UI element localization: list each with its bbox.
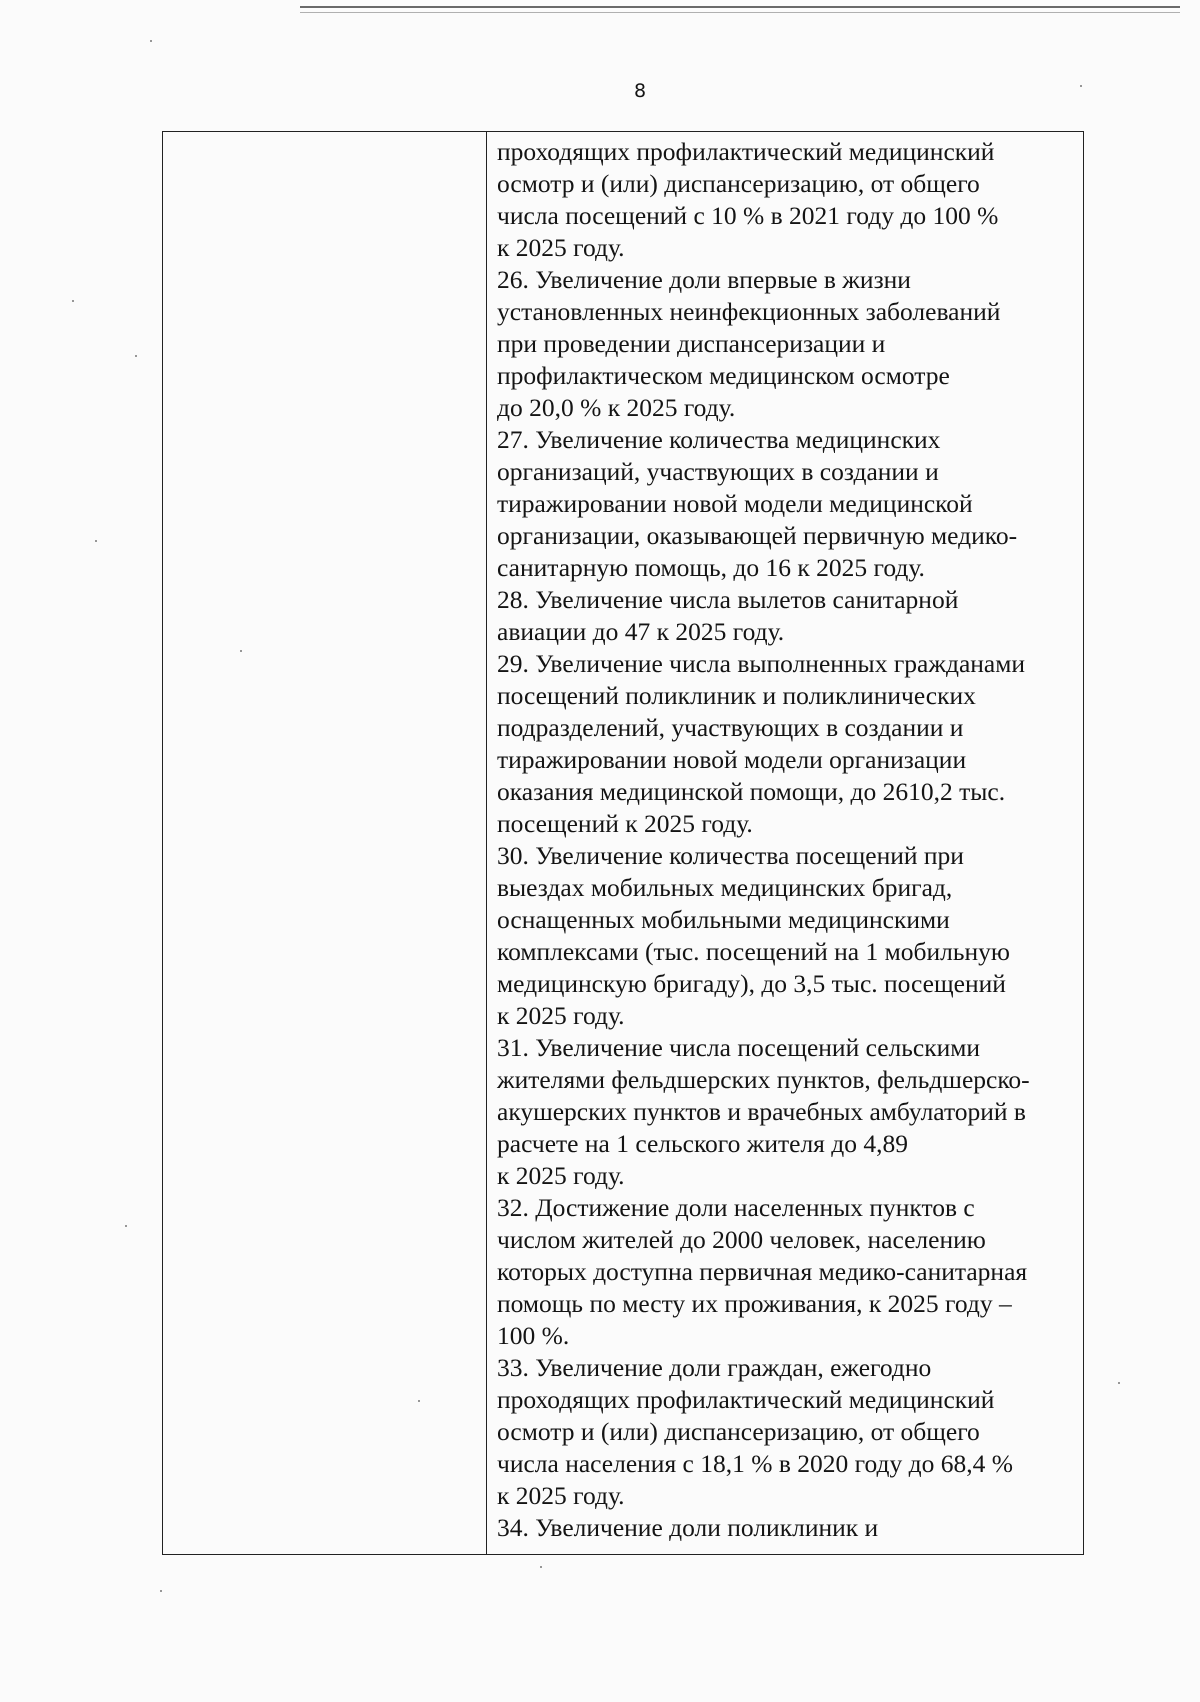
text-line: установленных неинфекционных заболеваний	[497, 297, 1001, 326]
text-line: 32. Достижение доли населенных пунктов с	[497, 1193, 975, 1222]
text-line: комплексами (тыс. посещений на 1 мобильную	[497, 937, 1010, 966]
text-line: числа посещений с 10 % в 2021 году до 100 %	[497, 201, 999, 230]
text-line: проходящих профилактический медицинский	[497, 137, 995, 166]
text-line: при проведении диспансеризации и	[497, 329, 886, 358]
text-line: к 2025 году.	[497, 1161, 625, 1190]
text-line: профилактическом медицинском осмотре	[497, 361, 950, 390]
text-line: 26. Увеличение доли впервые в жизни	[497, 265, 911, 294]
text-line: помощь по месту их проживания, к 2025 году –	[497, 1289, 1012, 1318]
text-line: жителями фельдшерских пунктов, фельдшерско-	[497, 1065, 1030, 1094]
scan-speck	[125, 1225, 127, 1227]
text-line: санитарную помощь, до 16 к 2025 году.	[497, 553, 925, 582]
text-line: подразделений, участвующих в создании и	[497, 713, 964, 742]
scan-speck	[160, 1590, 162, 1592]
text-line: расчете на 1 сельского жителя до 4,89	[497, 1129, 909, 1158]
text-line: посещений поликлиник и поликлинических	[497, 681, 976, 710]
scan-speck	[135, 355, 137, 357]
text-line: организации, оказывающей первичную медико-	[497, 521, 1018, 550]
text-line: посещений к 2025 году.	[497, 809, 753, 838]
text-line: к 2025 году.	[497, 1001, 625, 1030]
text-line: до 20,0 % к 2025 году.	[497, 393, 736, 422]
scan-speck	[95, 540, 97, 542]
text-line: авиации до 47 к 2025 году.	[497, 617, 785, 646]
text-line: которых доступна первичная медико-санитарная	[497, 1257, 1028, 1286]
text-line: 27. Увеличение количества медицинских	[497, 425, 941, 454]
text-line: проходящих профилактический медицинский	[497, 1385, 995, 1414]
text-line: оказания медицинской помощи, до 2610,2 тыс.	[497, 777, 1006, 806]
scan-edge-top-faint	[300, 12, 1180, 13]
text-line: числом жителей до 2000 человек, населению	[497, 1225, 986, 1254]
text-line: осмотр и (или) диспансеризацию, от общего	[497, 1417, 980, 1446]
scan-speck	[150, 40, 152, 42]
text-line: осмотр и (или) диспансеризацию, от общего	[497, 169, 980, 198]
text-line: 30. Увеличение количества посещений при	[497, 841, 964, 870]
text-line: тиражировании новой модели организации	[497, 745, 967, 774]
text-line: числа населения с 18,1 % в 2020 году до 68,4 %	[497, 1449, 1013, 1478]
text-line: 34. Увеличение доли поликлиник и	[497, 1513, 879, 1542]
text-line: организаций, участвующих в создании и	[497, 457, 939, 486]
document-table	[162, 131, 1084, 1555]
scan-speck	[540, 1566, 542, 1568]
scan-speck	[1080, 85, 1082, 87]
table-cell-right	[489, 132, 1083, 1554]
text-line: оснащенных мобильными медицинскими	[497, 905, 950, 934]
scan-speck	[1118, 1382, 1120, 1384]
text-line: 31. Увеличение числа посещений сельскими	[497, 1033, 981, 1062]
text-line: 29. Увеличение числа выполненных гражданами	[497, 649, 1026, 678]
scan-speck	[240, 650, 242, 652]
text-line: выездах мобильных медицинских бригад,	[497, 873, 953, 902]
table-cell-left	[163, 132, 487, 1554]
text-line: к 2025 году.	[497, 1481, 625, 1510]
text-line: 33. Увеличение доли граждан, ежегодно	[497, 1353, 932, 1382]
text-line: тиражировании новой модели медицинской	[497, 489, 973, 518]
text-line: к 2025 году.	[497, 233, 625, 262]
text-line: 28. Увеличение числа вылетов санитарной	[497, 585, 959, 614]
scan-speck	[418, 1400, 420, 1402]
page-number: 8	[633, 80, 647, 102]
text-line: медицинскую бригаду), до 3,5 тыс. посещений	[497, 969, 1006, 998]
scan-edge-top	[300, 6, 1180, 8]
scan-speck	[72, 300, 74, 302]
text-line: акушерских пунктов и врачебных амбулаторий в	[497, 1097, 1026, 1126]
text-line: 100 %.	[497, 1321, 570, 1350]
